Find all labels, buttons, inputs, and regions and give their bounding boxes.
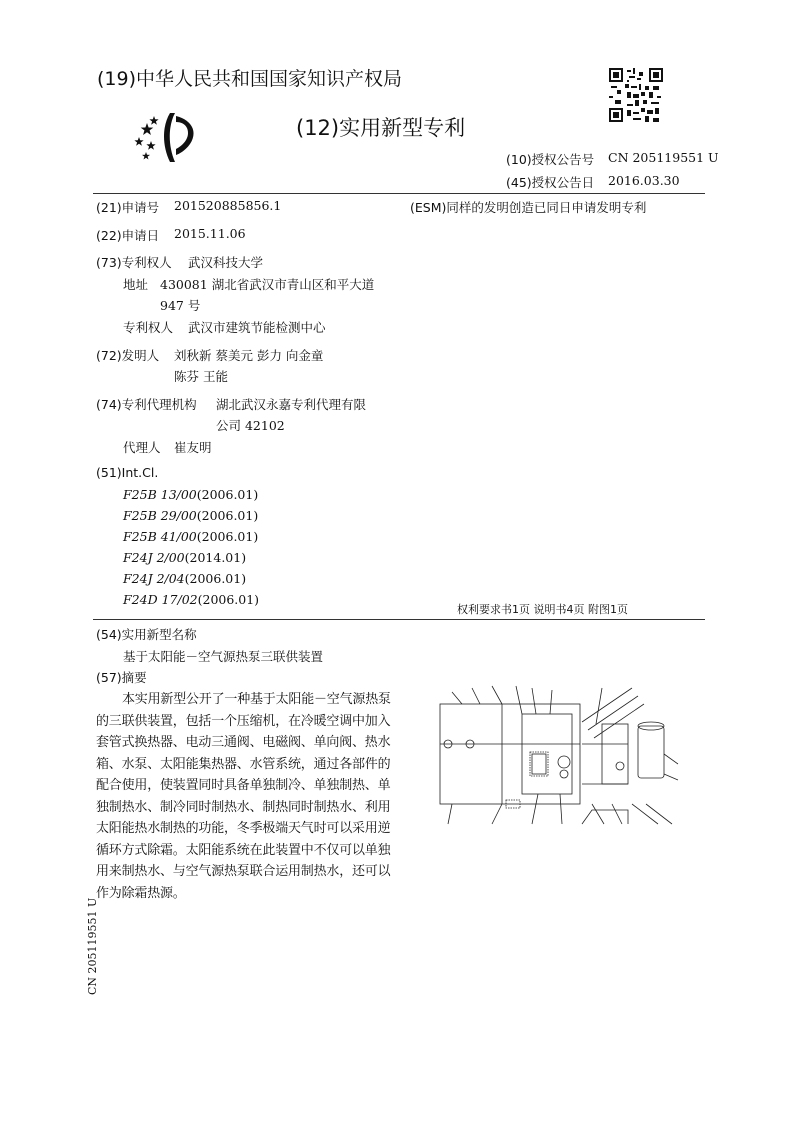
publication-date: 2016.03.30 bbox=[608, 173, 680, 188]
publication-number: CN 205119551 U bbox=[608, 150, 719, 165]
ipc-entry: F24J 2/00(2014.01) bbox=[123, 550, 247, 565]
agent: 崔友明 bbox=[174, 440, 212, 455]
patentee-2: 武汉市建筑节能检测中心 bbox=[188, 320, 326, 335]
qr-code-icon bbox=[609, 68, 663, 122]
ipc-entry: F24D 17/02(2006.01) bbox=[123, 592, 260, 607]
agency-line-2: 公司 42102 bbox=[216, 418, 285, 433]
biblio-divider bbox=[93, 619, 705, 620]
publication-date-label: (45)授权公告日 bbox=[506, 175, 595, 190]
utility-model-title: 基于太阳能－空气源热泵三联供装置 bbox=[123, 649, 324, 664]
page-counts: 权利要求书1页 说明书4页 附图1页 bbox=[457, 603, 628, 616]
application-date: 2015.11.06 bbox=[174, 226, 246, 241]
patentee-label: (73)专利权人 bbox=[96, 255, 172, 270]
ipc-entry: F24J 2/04(2006.01) bbox=[123, 571, 247, 586]
esm-note: (ESM)同样的发明创造已同日申请发明专利 bbox=[410, 200, 647, 215]
address-line-1: 430081 湖北省武汉市青山区和平大道 bbox=[160, 277, 375, 292]
patentee-2-label: 专利权人 bbox=[123, 320, 174, 335]
application-number-label: (21)申请号 bbox=[96, 200, 160, 215]
address-line-2: 947 号 bbox=[160, 298, 201, 313]
inventors-label: (72)发明人 bbox=[96, 348, 160, 363]
abstract-label: (57)摘要 bbox=[96, 670, 147, 685]
agency-label: (74)专利代理机构 bbox=[96, 397, 197, 412]
publication-number-label: (10)授权公告号 bbox=[506, 152, 595, 167]
title-section-label: (54)实用新型名称 bbox=[96, 627, 197, 642]
document-type-title: (12)实用新型专利 bbox=[296, 116, 466, 140]
agency-line-1: 湖北武汉永嘉专利代理有限 bbox=[216, 397, 367, 412]
inventors-line-1: 刘秋新 蔡美元 彭力 向金童 bbox=[174, 348, 324, 363]
header-divider bbox=[93, 193, 705, 194]
cnipa-logo-icon bbox=[130, 108, 206, 166]
address-label: 地址 bbox=[123, 277, 149, 292]
application-date-label: (22)申请日 bbox=[96, 228, 160, 243]
ipc-entry: F25B 13/00(2006.01) bbox=[123, 487, 259, 502]
ipc-entry: F25B 41/00(2006.01) bbox=[123, 529, 259, 544]
patentee: 武汉科技大学 bbox=[188, 255, 264, 270]
schematic-drawing bbox=[432, 684, 688, 834]
application-number: 201520885856.1 bbox=[174, 198, 282, 213]
abstract-text: 本实用新型公开了一种基于太阳能－空气源热泵的三联供装置，包括一个压缩机，在冷暖空调中加入套管式换热器、电动三通阀、电磁阀、单向阀、热水箱、水泵、太阳能集热器、水管系统，通过各部件的配合使用，使装置同时具备单独制冷、单独制热、单独制热水、制冷同时制热水、制热同时制热水、利用太阳能热水制热的功能，冬季极端天气时可以采用逆循环方式除霜。太阳能系统在此装置中不仅可以单独用来制热水、与空气源热泵联合运用制热水，还可以作为除霜热源。 bbox=[96, 692, 391, 901]
ipc-entry: F25B 29/00(2006.01) bbox=[123, 508, 259, 523]
office-name: (19)中华人民共和国国家知识产权局 bbox=[97, 68, 403, 90]
inventors-line-2: 陈芬 王能 bbox=[174, 369, 228, 384]
int-cl-label: (51)Int.Cl. bbox=[96, 465, 159, 480]
vertical-publication-number: CN 205119551 U bbox=[86, 897, 99, 995]
agent-label: 代理人 bbox=[123, 440, 161, 455]
